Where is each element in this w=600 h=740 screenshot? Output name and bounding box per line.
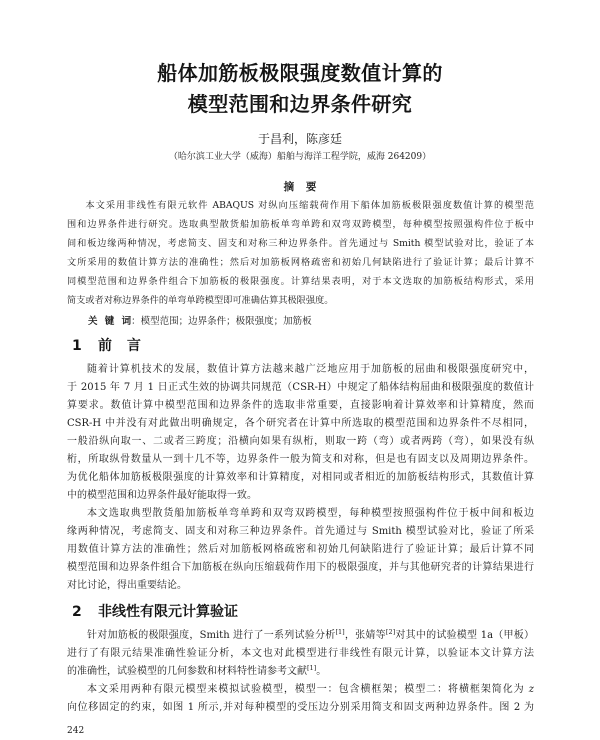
section-number: 2 <box>72 604 82 620</box>
text-line: 同模型范围和边界条件组合下加筋板的极限强度。计算结果表明，对于本文选取的加筋板结构形式，采用 <box>67 276 534 287</box>
text-line: 桁，所取纵骨数量从一到十几不等，边界条件一般为简支和对称，但是也有固支以及周期边界条件。 <box>67 454 534 465</box>
text-line: 文所采用的数值计算方法的准确性；然后对加筋板网格疏密和初始几何缺陷进行了验证计算；最后计算不 <box>67 257 534 268</box>
affiliation: （哈尔滨工业大学（威海）船舶与海洋工程学院，威海 264209） <box>168 152 432 162</box>
text-line: 对比讨论，得出重要结论。 <box>67 580 187 591</box>
paragraph <box>67 681 534 717</box>
section-heading <box>72 336 141 356</box>
text-line: 向位移固定的约束，如图 1 所示,并对每种模型的受压边分别采用简支和固支两种边界条件。图 2 为 <box>67 702 534 713</box>
text-line: CSR-H 中并没有对此做出明确规定，各个研究者在计算中所选取的模型范围和边界条件不尽相同， <box>67 418 534 429</box>
keywords-text: ：模型范围；边界条件；极限强度；加筋板 <box>131 316 312 327</box>
text-run: 对其中的试验模型 1a（甲板） <box>395 630 534 641</box>
text-line <box>67 627 534 645</box>
section-body <box>67 627 534 717</box>
text-line: 模型范围和边界条件组合下加筋板在纵向压缩载荷作用下的极限强度，并与其他研究者的计算结果进行 <box>67 562 534 573</box>
text-line: 本文采用非线性有限元软件 ABAQUS 对纵向压缩载荷作用下船体加筋板极限强度数值计算的模型范 <box>85 200 534 211</box>
section-title: 非线性有限元计算验证 <box>98 604 238 620</box>
paper-title-line-2: 模型范围和边界条件研究 <box>187 92 413 116</box>
text-line <box>67 663 534 681</box>
text-line: 中的模型范围和边界条件最好能取得一致。 <box>67 490 257 501</box>
text-line: 简支或者对称边界条件的单弯单跨模型即可准确估算其极限强度。 <box>67 295 334 306</box>
citation-superscript: [2] <box>385 628 396 636</box>
text-line: 间和板边缘两种情况，考虑简支、固支和对称三种边界条件。首先通过与 Smith 模型试验对比，验证了本 <box>67 238 534 249</box>
paragraph <box>67 505 534 595</box>
page-number: 242 <box>67 726 85 736</box>
text-run: 的准确性，试验模型的几何参数和材料特性请参考文献 <box>67 666 307 677</box>
italic-variable: z <box>528 684 534 695</box>
keywords-label: 关 键 词 <box>88 316 132 327</box>
section-number: 1 <box>72 338 82 354</box>
text-run: 针对加筋板的极限强度，Smith 进行了一系列试验分析 <box>87 630 336 641</box>
text-line: 算要求。数值计算中模型范围和边界条件的选取非常重要，直接影响着计算效率和计算精度，然而 <box>67 400 534 411</box>
text-run: ，张婧等 <box>344 630 386 641</box>
section-body <box>67 361 534 595</box>
text-line: 缘两种情况，考虑简支、固支和对称三种边界条件。首先通过与 Smith 模型试验对比，验证了所采 <box>67 526 534 537</box>
paper-title-line-1: 船体加筋板极限强度数值计算的 <box>157 61 443 85</box>
citation-superscript: [1] <box>335 628 345 636</box>
citation-superscript: [1] <box>307 664 317 672</box>
text-run: 。 <box>316 666 327 677</box>
text-line: 为优化船体加筋板极限强度的计算效率和计算精度，对相同或者相近的加筋板结构形式，其数值计算 <box>67 472 534 483</box>
text-line: 进行了有限元结果准确性验证分析，本文也对此模型进行非线性有限元计算，以验证本文计算方法 <box>67 648 534 659</box>
text-line: 围和边界条件进行研究。选取典型散货船加筋板单弯单跨和双弯双跨模型，每种模型按照强构件位于板中 <box>67 219 534 230</box>
section-heading <box>72 602 238 622</box>
text-line: 随着计算机技术的发展，数值计算方法越来越广泛地应用于加筋板的屈曲和极限强度研究中， <box>87 364 534 375</box>
section-title: 前 言 <box>98 338 141 354</box>
authors: 于昌利，陈彦廷 <box>257 132 342 146</box>
text-line: 用数值计算方法的准确性；然后对加筋板网格疏密和初始几何缺陷进行了验证计算；最后计算不同 <box>67 544 534 555</box>
paragraph <box>67 627 534 681</box>
text-run: 本文采用两种有限元模型来模拟试验模型，模型一：包含横框架；模型二：将横框架简化为 <box>87 684 529 695</box>
text-line <box>67 681 534 699</box>
abstract-body <box>67 196 534 310</box>
abstract-heading: 摘 要 <box>283 181 317 193</box>
text-line: 一般沿纵向取一、二或者三跨度；沿横向如果有纵桁，则取一跨（弯）或者两跨（弯），如果没有纵 <box>67 436 534 447</box>
paragraph <box>67 361 534 505</box>
text-line: 于 2015 年 7 月 1 日正式生效的协调共同规范（CSR-H）中规定了船体结构屈曲和极限强度的数值计 <box>67 382 534 393</box>
text-line: 本文选取典型散货船加筋板单弯单跨和双弯双跨模型，每种模型按照强构件位于板中间和板边 <box>87 508 534 519</box>
keywords <box>67 313 534 331</box>
